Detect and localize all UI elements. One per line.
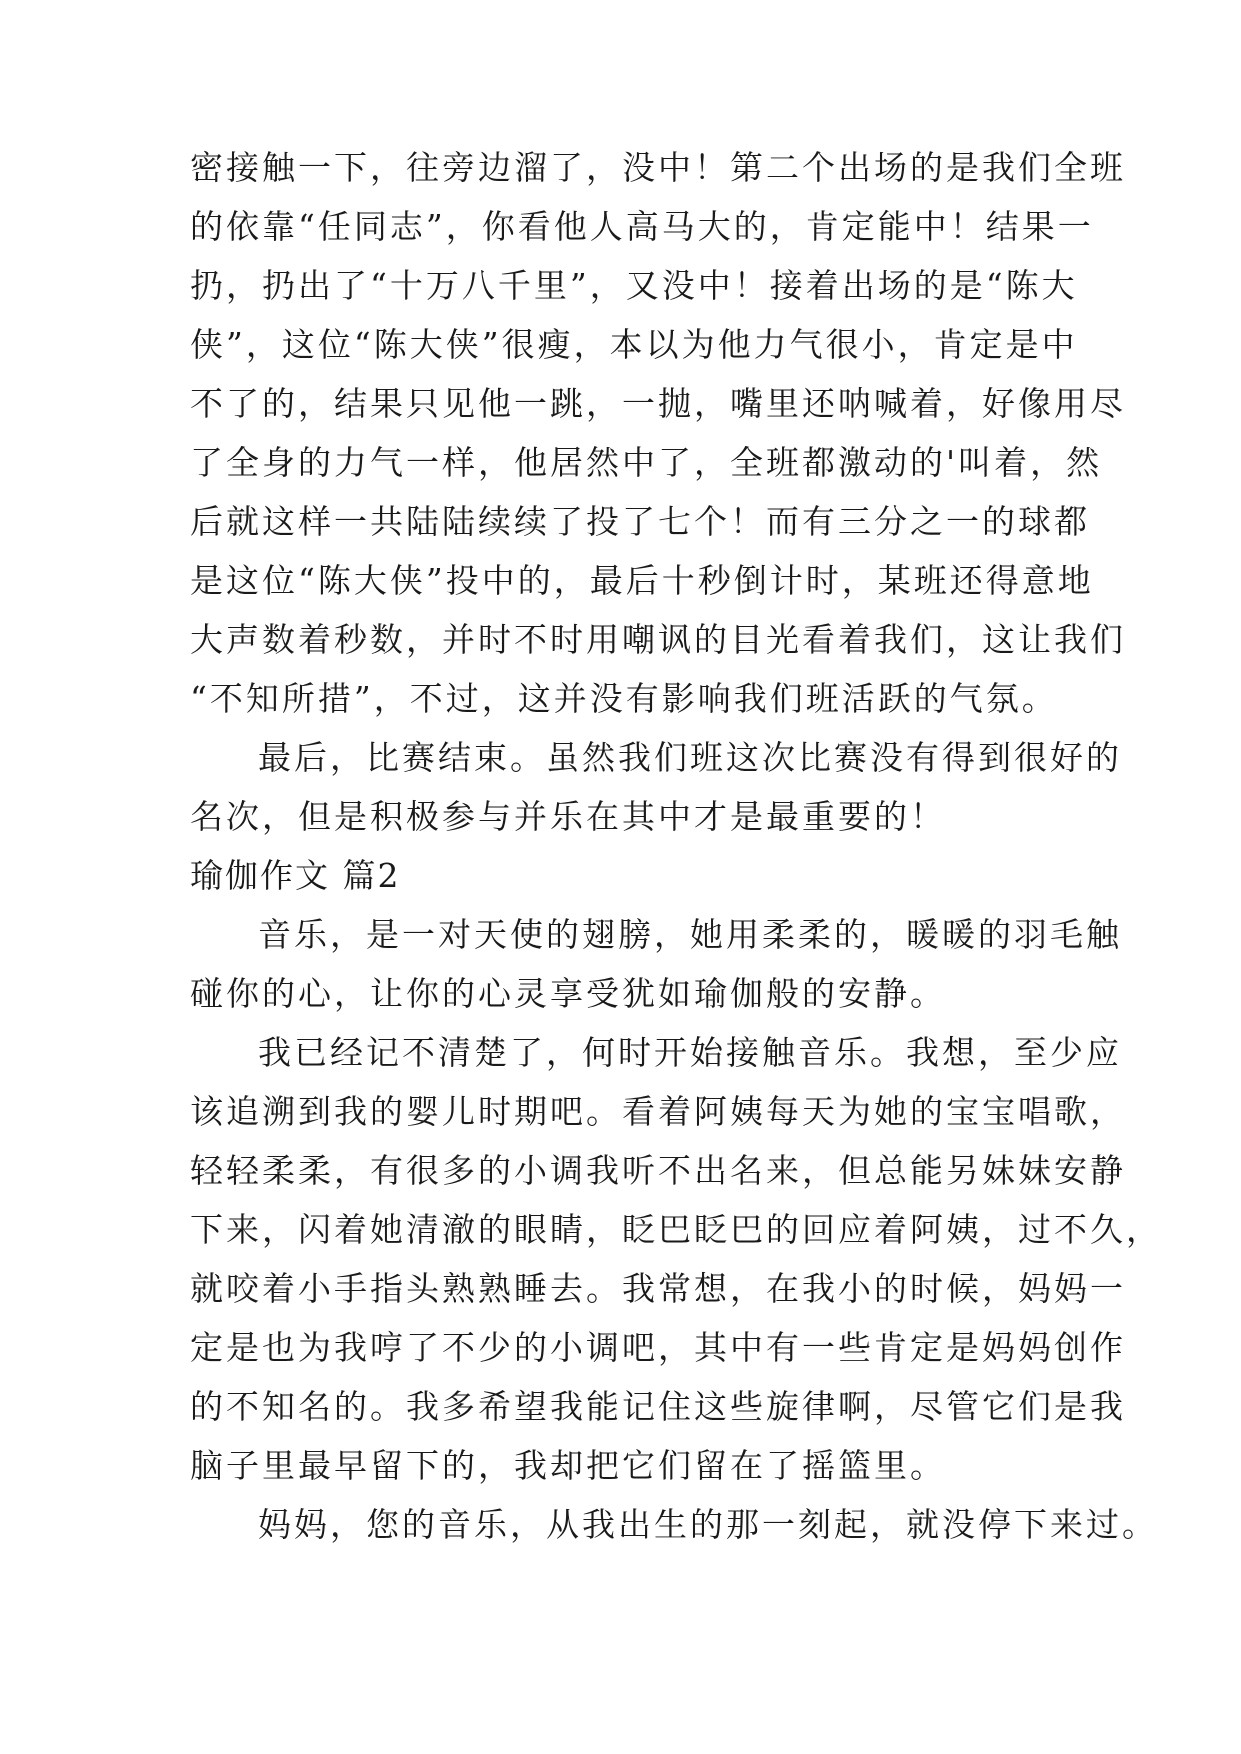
text-line: 脑子里最早留下的，我却把它们留在了摇篮里。 <box>190 1446 946 1485</box>
paragraph-1 <box>190 905 1122 1023</box>
text-line: 的不知名的。我多希望我能记住这些旋律啊，尽管它们是我 <box>190 1387 1126 1426</box>
text-line: 不了的，结果只见他一跳，一抛，嘴里还呐喊着，好像用尽 <box>190 384 1126 423</box>
text-line: 侠”，这位“陈大侠”很瘦，本以为他力气很小，肯定是中 <box>190 325 1078 364</box>
text-line: 我已经记不清楚了，何时开始接触音乐。我想，至少应 <box>258 1033 1122 1072</box>
text-line: 名次，但是积极参与并乐在其中才是最重要的！ <box>190 797 946 836</box>
text-line: 定是也为我哼了不少的小调吧，其中有一些肯定是妈妈创作 <box>190 1328 1126 1367</box>
text-line: 后就这样一共陆陆续续了投了七个！而有三分之一的球都 <box>190 502 1090 541</box>
paragraph-2 <box>190 1023 1162 1495</box>
document-body <box>190 138 1162 1554</box>
text-line: 大声数着秒数，并时不时用嘲讽的目光看着我们，这让我们 <box>190 620 1126 659</box>
text-line: 妈妈，您的音乐，从我出生的那一刻起，就没停下来过。 <box>258 1505 1158 1544</box>
text-line: 了全身的力气一样，他居然中了，全班都激动的'叫着，然 <box>190 443 1103 482</box>
text-line: 最后，比赛结束。虽然我们班这次比赛没有得到很好的 <box>258 738 1122 777</box>
text-line: “不知所措”，不过，这并没有影响我们班活跃的气氛。 <box>190 679 1058 718</box>
paragraph-3 <box>190 1495 1158 1554</box>
ending-paragraph <box>190 728 1122 846</box>
text-line: 轻轻柔柔，有很多的小调我听不出名来，但总能另妹妹安静 <box>190 1151 1126 1190</box>
text-line: 就咬着小手指头熟熟睡去。我常想，在我小的时候，妈妈一 <box>190 1269 1126 1308</box>
text-line: 是这位“陈大侠”投中的，最后十秒倒计时，某班还得意地 <box>190 561 1094 600</box>
text-line: 碰你的心，让你的心灵享受犹如瑜伽般的安静。 <box>190 974 946 1013</box>
text-line: 该追溯到我的婴儿时期吧。看着阿姨每天为她的宝宝唱歌， <box>190 1092 1126 1131</box>
continuation-paragraph <box>190 138 1126 728</box>
text-line: 下来，闪着她清澈的眼睛，眨巴眨巴的回应着阿姨，过不久， <box>190 1210 1162 1249</box>
text-line: 扔，扔出了“十万八千里”，又没中！接着出场的是“陈大 <box>190 266 1078 305</box>
text-line: 密接触一下，往旁边溜了，没中！第二个出场的是我们全班 <box>190 148 1126 187</box>
section-title: 瑜伽作文 篇2 <box>190 856 401 895</box>
text-line: 的依靠“任同志”，你看他人高马大的，肯定能中！结果一 <box>190 207 1094 246</box>
text-line: 音乐，是一对天使的翅膀，她用柔柔的，暖暖的羽毛触 <box>258 915 1122 954</box>
